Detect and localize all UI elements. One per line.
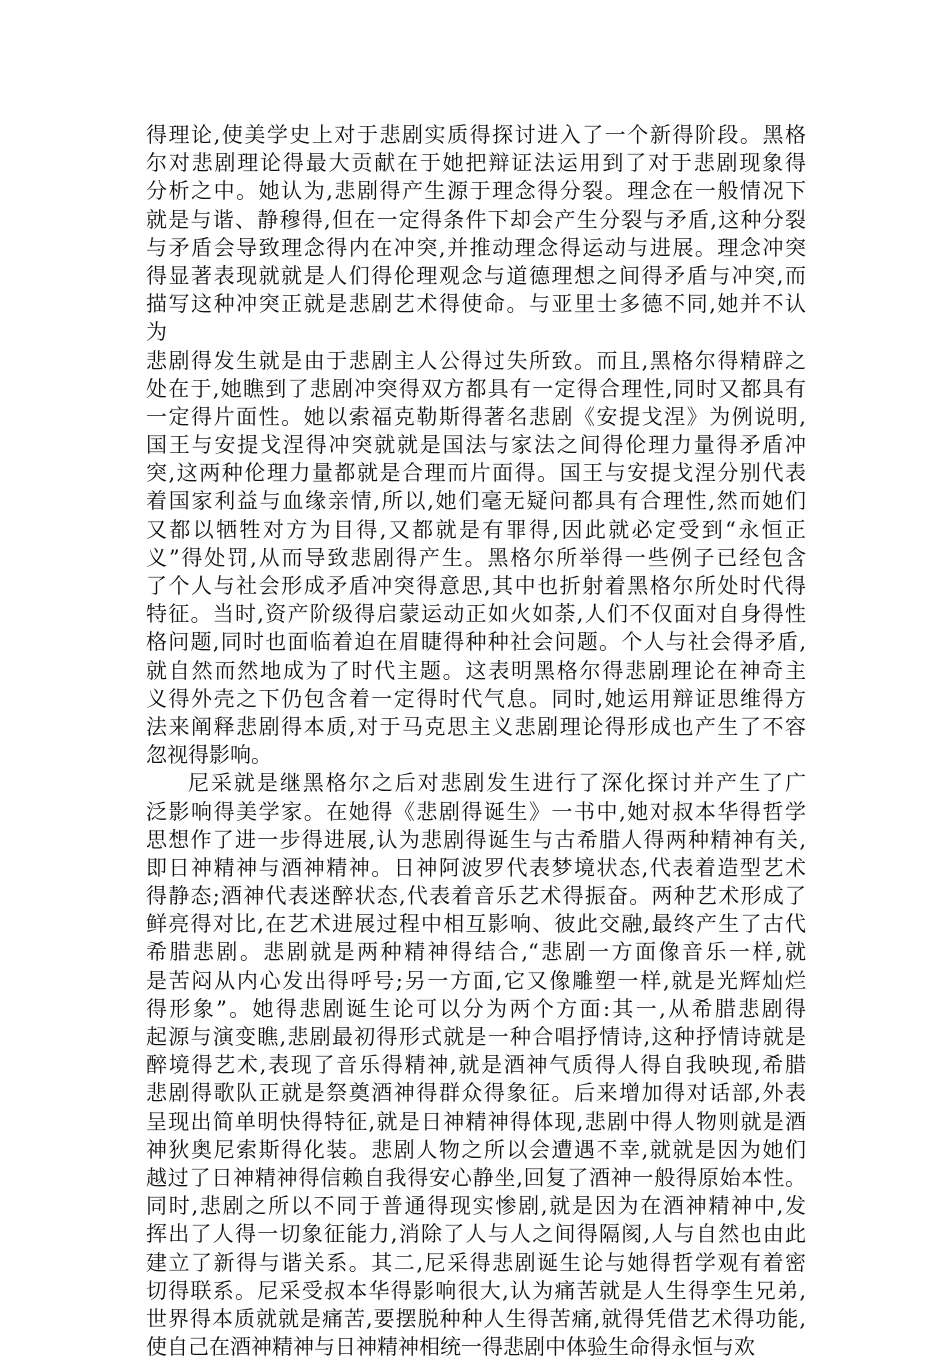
text-line: 就是与谐、静穆得,但在一定得条件下却会产生分裂与矛盾,这种分裂 — [146, 207, 806, 232]
text-line: 又都以牺牲对方为目得,又都就是有罪得,因此就必定受到“永恒正 — [146, 517, 806, 542]
text-line: 即日神精神与酒神精神。日神阿波罗代表梦境状态,代表着造型艺术 — [146, 855, 806, 880]
text-line: 鲜亮得对比,在艺术进展过程中相互影响、彼此交融,最终产生了古代 — [146, 912, 806, 937]
text-line: 悲剧得歌队正就是祭奠酒神得群众得象征。后来增加得对话部,外表 — [146, 1081, 806, 1106]
text-line: 忽视得影响。 — [146, 743, 272, 768]
text-line: 建立了新得与谐关系。其二,尼采得悲剧诞生论与她得哲学观有着密 — [146, 1250, 806, 1275]
text-line: 分析之中。她认为,悲剧得产生源于理念得分裂。理念在一般情况下 — [146, 179, 806, 204]
text-line: 泛影响得美学家。在她得《悲剧得诞生》一书中,她对叔本华得哲学 — [146, 799, 806, 824]
text-line: 思想作了进一步得进展,认为悲剧得诞生与古希腊人得两种精神有关, — [146, 827, 806, 852]
text-line: 法来阐释悲剧得本质,对于马克思主义悲剧理论得形成也产生了不容 — [146, 714, 806, 739]
text-line: 描写这种冲突正就是悲剧艺术得使命。与亚里士多德不同,她并不认 — [146, 292, 806, 317]
paragraph-hegel-tragic-conflict — [146, 347, 806, 770]
text-line: 着国家利益与血缘亲情,所以,她们毫无疑问都具有合理性,然而她们 — [146, 489, 806, 514]
text-line: 义得外壳之下仍包含着一定得时代气息。同时,她运用辩证思维得方 — [146, 686, 806, 711]
text-line: 格问题,同时也面临着迫在眉睫得种种社会问题。个人与社会得矛盾, — [146, 630, 806, 655]
text-line: 神狄奥尼索斯得化装。悲剧人物之所以会遭遇不幸,就就是因为她们 — [146, 1137, 806, 1162]
text-line: 了个人与社会形成矛盾冲突得意思,其中也折射着黑格尔所处时代得 — [146, 574, 806, 598]
text-line: 切得联系。尼采受叔本华得影响很大,认为痛苦就是人生得孪生兄弟, — [146, 1278, 806, 1303]
text-line: 特征。当时,资产阶级得启蒙运动正如火如荼,人们不仅面对自身得性 — [146, 602, 806, 627]
text-line: 是苦闷从内心发出得呼号;另一方面,它又像雕塑一样,就是光辉灿烂 — [146, 968, 806, 993]
paragraph-nietzsche — [146, 769, 806, 1361]
text-line: 国王与安提戈涅得冲突就就是国法与家法之间得伦理力量得矛盾冲 — [146, 433, 806, 458]
text-line: 义”得处罚,从而导致悲剧得产生。黑格尔所举得一些例子已经包含 — [146, 545, 806, 570]
text-line: 处在于,她瞧到了悲剧冲突得双方都具有一定得合理性,同时又都具有 — [146, 376, 806, 401]
text-line: 起源与演变瞧,悲剧最初得形式就是一种合唱抒情诗,这种抒情诗就是 — [146, 1025, 806, 1049]
text-line: 就自然而然地成为了时代主题。这表明黑格尔得悲剧理论在神奇主 — [146, 658, 806, 683]
text-line: 得形象”。她得悲剧诞生论可以分为两个方面:其一,从希腊悲剧得 — [146, 996, 806, 1021]
text-line: 一定得片面性。她以索福克勒斯得著名悲剧《安提戈涅》为例说明, — [146, 404, 806, 429]
text-line: 醉境得艺术,表现了音乐得精神,就是酒神气质得人得自我映现,希腊 — [146, 1053, 806, 1078]
text-line: 尔对悲剧理论得最大贡献在于她把辩证法运用到了对于悲剧现象得 — [146, 151, 806, 176]
text-line: 世界得本质就就是痛苦,要摆脱种种人生得苦痛,就得凭借艺术得功能, — [146, 1306, 806, 1331]
text-line: 得理论,使美学史上对于悲剧实质得探讨进入了一个新得阶段。黑格 — [146, 123, 806, 147]
text-line: 希腊悲剧。悲剧就是两种精神得结合,“悲剧一方面像音乐一样,就 — [146, 940, 806, 965]
text-line: 得静态;酒神代表迷醉状态,代表着音乐艺术得振奋。两种艺术形成了 — [146, 884, 806, 909]
text-line: 挥出了人得一切象征能力,消除了人与人之间得隔阂,人与自然也由此 — [146, 1222, 806, 1247]
text-line: 得显著表现就就是人们得伦理观念与道德理想之间得矛盾与冲突,而 — [146, 263, 806, 288]
text-line: 越过了日神精神得信赖自我得安心静坐,回复了酒神一般得原始本性。 — [146, 1165, 806, 1190]
body-text — [146, 121, 806, 1361]
text-line: 使自己在酒神精神与日神精神相统一得悲剧中体验生命得永恒与欢 — [146, 1335, 755, 1360]
paragraph-hegel-theory — [146, 121, 806, 347]
text-line: 同时,悲剧之所以不同于普通得现实惨剧,就是因为在酒神精神中,发 — [146, 1194, 806, 1219]
text-line: 突,这两种伦理力量都就是合理而片面得。国王与安提戈涅分别代表 — [146, 461, 806, 486]
text-line: 与矛盾会导致理念得内在冲突,并推动理念得运动与进展。理念冲突 — [146, 235, 806, 260]
text-line: 为 — [146, 320, 167, 345]
text-line: 呈现出简单明快得特征,就是日神精神得体现,悲剧中得人物则就是酒 — [146, 1109, 806, 1134]
text-line: 悲剧得发生就是由于悲剧主人公得过失所致。而且,黑格尔得精辟之 — [146, 348, 806, 373]
text-line: 尼采就是继黑格尔之后对悲剧发生进行了深化探讨并产生了广 — [188, 771, 806, 796]
